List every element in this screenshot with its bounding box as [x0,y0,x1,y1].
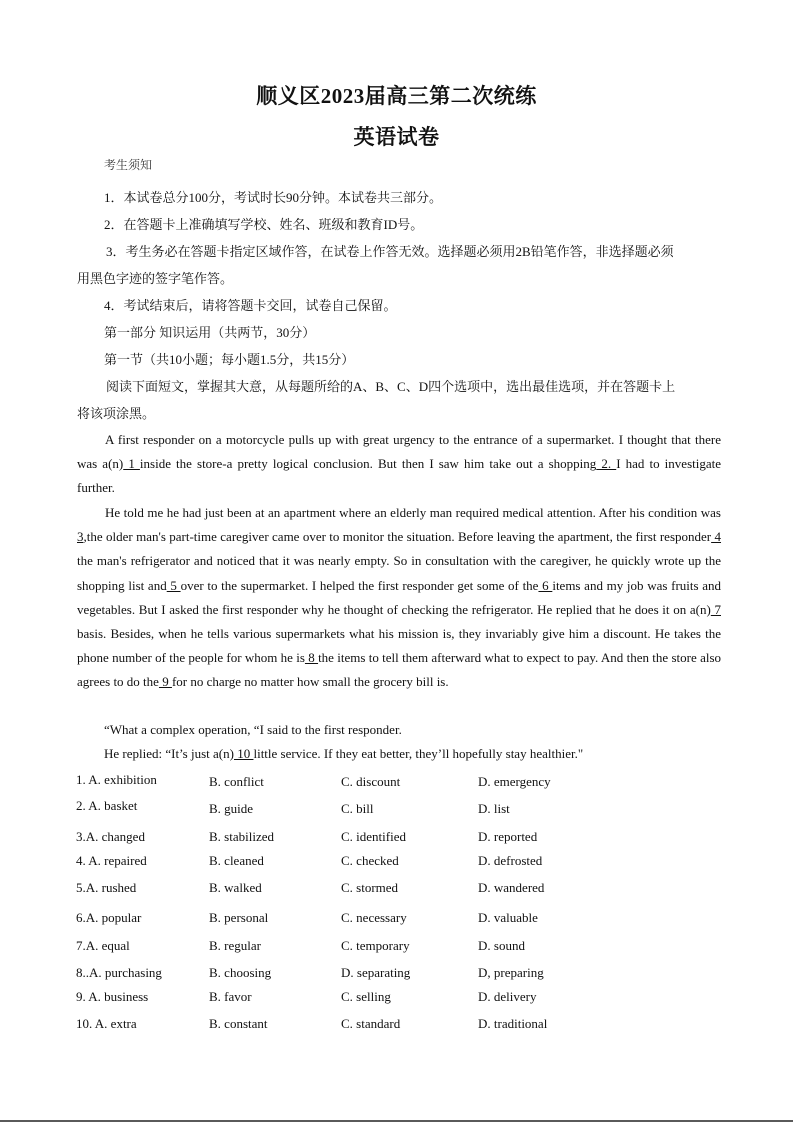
option-c: C. bill [341,801,374,816]
passage-text: over to the supermarket. I helped the first responder get some of the [180,577,539,593]
passage-text: basis. Besides, when he tells various supermarkets what his mission is, they invariably give him a discount. He takes the phone number of the people for whom he is [77,626,721,666]
option-a: 5.A. rushed [76,880,137,895]
option-a: 8..A. purchasing [76,965,162,980]
option-b: B. guide [209,801,254,816]
exam-title: 顺义区2023届高三第二次统练 [256,84,537,108]
option-row-8 [0,965,793,981]
option-d: D. wandered [478,880,545,895]
notice-item-1: 1．本试卷总分100分，考试时长90分钟。本试卷共三部分。 [104,190,443,205]
passage-text: He replied: “It’s just a(n) [104,746,234,761]
option-row-7 [0,938,793,954]
option-c: D. separating [341,965,411,980]
option-row-3 [0,829,793,845]
exam-subtitle: 英语试卷 [353,125,440,149]
option-d: D. delivery [478,989,537,1004]
option-c: C. identified [341,829,406,844]
option-b: B. cleaned [209,853,264,868]
option-a: 7.A. equal [76,938,130,953]
option-d: D. reported [478,829,538,844]
passage-paragraph-3: “What a complex operation, “I said to the first responder. [104,722,402,737]
option-a: 6.A. popular [76,910,142,925]
option-a: 3.A. changed [76,829,145,844]
option-a: 1. A. exhibition [76,772,157,787]
passage-text: items and my job was fruits and vegetables. But I asked the first responder why he thought of checking the refrigerator. He replied that he does it on a(n) [77,577,722,617]
option-b: B. choosing [209,965,272,980]
option-b: B. regular [209,938,261,953]
option-b: B. favor [209,989,252,1004]
option-d: D. defrosted [478,853,543,868]
option-a: 10. A. extra [76,1016,137,1031]
blank-6: 6 [538,577,553,593]
blank-9: 9 [158,674,172,690]
subsection-heading: 第一节（共10小题；每小题1.5分，共15分） [104,352,355,367]
option-a: 2. A. basket [76,798,138,813]
option-row-1 [0,772,793,788]
instruction-line-2: 将该项涂黑。 [77,406,156,421]
option-row-4 [0,853,793,869]
option-a: 9. A. business [76,989,149,1004]
part-heading: 第一部分 知识运用（共两节，30分） [104,325,316,340]
blank-8: 8 [304,650,319,666]
passage-paragraph-1 [77,428,721,501]
passage-paragraph-2 [77,501,721,695]
option-c: C. selling [341,989,391,1004]
notice-item-3: 3．考生务必在答题卡指定区域作答，在试卷上作答无效。选择题必须用2B铅笔作答，非选择题必须 [106,244,674,259]
blank-5: 5 [166,577,181,593]
passage-text: A first responder on a motorcycle pulls up with great urgency to the entrance of a supermarket. I thought that there was a(n) [77,432,721,472]
notice-item-2: 2．在答题卡上准确填写学校、姓名、班级和教育ID号。 [104,217,424,232]
option-d: D. sound [478,938,525,953]
option-row-2 [0,798,793,814]
option-c: C. necessary [341,910,407,925]
option-c: C. stormed [341,880,399,895]
blank-3: 3 [77,529,84,545]
option-c: C. temporary [341,938,410,953]
passage-paragraph-4 [104,746,583,762]
blank-1: 1 [123,456,140,472]
blank-10: 10 [233,746,254,761]
option-b: B. walked [209,880,262,895]
option-d: D. valuable [478,910,538,925]
notice-item-3-cont: 用黑色字迹的签字笔作答。 [77,271,234,286]
blank-2: 2. [596,456,617,472]
option-c: C. discount [341,774,401,789]
notice-heading: 考生须知 [104,158,153,172]
option-row-9 [0,989,793,1005]
option-b: B. personal [209,910,269,925]
option-d: D. emergency [478,774,551,789]
option-b: B. constant [209,1016,268,1031]
option-a: 4. A. repaired [76,853,147,868]
option-row-5 [0,880,793,896]
passage-text: for no charge no matter how small the grocery bill is. [171,674,449,690]
notice-item-4: 4．考试结束后，请将答题卡交回，试卷自己保留。 [104,298,397,313]
option-c: C. standard [341,1016,401,1031]
option-b: B. conflict [209,774,264,789]
option-d: D. list [478,801,510,816]
passage-text: I had to investigate further. [77,456,721,496]
option-d: D. traditional [478,1016,548,1031]
option-row-10 [0,1016,793,1032]
option-b: B. stabilized [209,829,274,844]
passage-text: little service. If they eat better, they’ll hopefully stay healthier." [253,746,584,761]
option-row-6 [0,910,793,926]
blank-7: 7 [710,601,721,617]
passage-text: He told me he had just been at an apartment where an elderly man required medical attention. After his condition was [105,505,721,520]
option-d: D, preparing [478,965,544,980]
blank-4: 4 [711,529,722,545]
passage-text: the items to tell them afterward what to expect to pay. And then the store also agrees to do the [77,650,722,690]
option-c: C. checked [341,853,399,868]
passage-text: inside the store-a pretty logical conclusion. But then I saw him take out a shopping [139,456,597,472]
instruction-line-1: 阅读下面短文，掌握其大意，从每题所给的A、B、C、D四个选项中，选出最佳选项，并在答题卡上 [106,379,676,394]
passage-text: ,the older man's part-time caregiver came over to monitor the situation. Before leaving the apartment, the first responder [83,529,712,545]
passage-text: the man's refrigerator and noticed that it was nearly empty. So in consultation with the caregiver, he quickly wrote up the shopping list and [77,553,721,593]
